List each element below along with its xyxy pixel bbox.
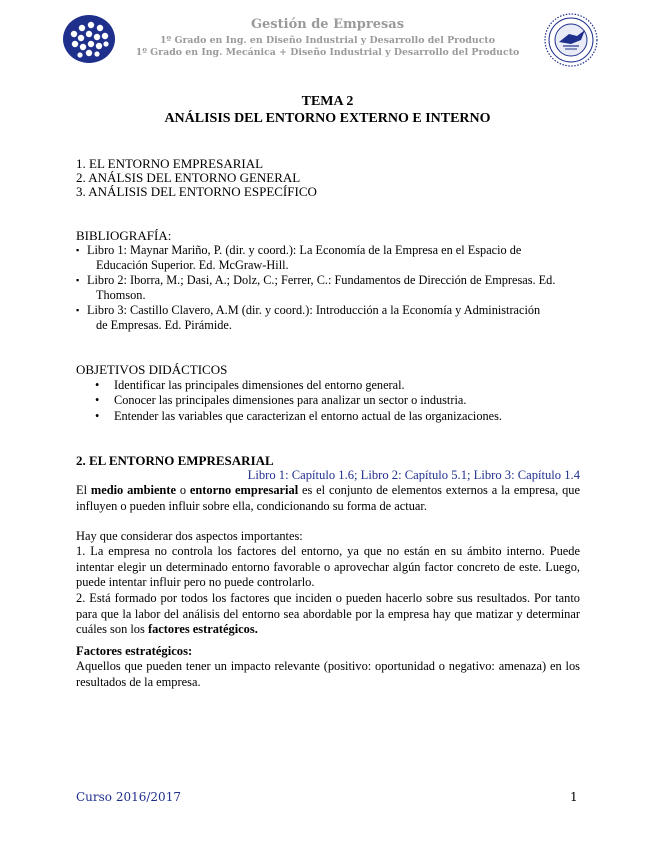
header-degree-line-2: 1º Grado en Ing. Mecánica + Diseño Industrial y Desarrollo del Producto <box>135 47 520 58</box>
university-logo-left <box>62 14 116 64</box>
bullet-icon: • <box>95 378 100 392</box>
toc-item-1: 1. EL ENTORNO EMPRESARIAL <box>76 156 264 171</box>
objectives-heading: OBJETIVOS DIDÁCTICOS <box>76 362 228 377</box>
bibliography-item-2: ▪ Libro 2: Iborra, M.; Dasi, A.; Dolz, C.; Ferrer, C.: Fundamentos de Dirección de Empresas. Ed. <box>76 273 556 287</box>
strategic-factors-heading: Factores estratégicos: <box>76 644 193 658</box>
footer-course-year: Curso 2016/2017 <box>76 790 181 804</box>
bibliography-item-1-cont: Educación Superior. Ed. McGraw-Hill. <box>96 258 289 272</box>
toc-item-3: 3. ANÁLISIS DEL ENTORNO ESPECÍFICO <box>76 184 317 199</box>
paragraph-aspect-1: 1. La empresa no controla los factores del entorno, ya que no están en su ámbito interno. Puede intentar elegir un determinado entorno favorable o aprovechar algún factor concreto de este. Luego, puede intentar influir pero no puede controlarlo. <box>76 544 580 589</box>
book-reference: Libro 1: Capítulo 1.6; Libro 2: Capítulo 5.1; Libro 3: Capítulo 1.4 <box>247 468 580 482</box>
bibliography-item-3-cont: de Empresas. Ed. Pirámide. <box>96 318 232 332</box>
school-seal-right <box>543 12 599 68</box>
objective-item-3: • Entender las variables que caracterizan el entorno actual de las organizaciones. <box>95 409 502 423</box>
bullet-icon: • <box>95 409 100 423</box>
paragraph-definition: El medio ambiente o entorno empresarial es el conjunto de elementos externos a la empresa, que influyen o pueden influir sobre ella, condicionando su forma de actuar. <box>76 483 581 513</box>
paragraph-aspect-2: 2. Está formado por todos los factores que inciden o pueden hacerlo sobre sus resultados. Por tanto para que la labor del análisis del entorno sea abordable por la empresa hay que matizar y determinar cuáles son los factores estratégicos. <box>76 591 580 636</box>
bullet-icon: • <box>95 393 100 407</box>
topic-number: TEMA 2 <box>301 94 354 109</box>
section-heading: 2. EL ENTORNO EMPRESARIAL <box>76 453 274 468</box>
strategic-factors-definition: Aquellos que pueden tener un impacto relevante (positivo: oportunidad o negativo: amenaza) en los resultados de la empresa. <box>76 659 580 689</box>
paragraph-aspects-intro: Hay que considerar dos aspectos importantes: <box>76 529 303 543</box>
bibliography-item-2-cont: Thomson. <box>96 288 146 302</box>
page-number: 1 <box>570 790 578 804</box>
bibliography-item-3: ▪ Libro 3: Castillo Clavero, A.M (dir. y coord.): Introducción a la Economía y Administración <box>76 303 541 317</box>
bibliography-heading: BIBLIOGRAFÍA: <box>76 228 172 243</box>
objective-item-1: • Identificar las principales dimensiones del entorno general. <box>95 378 405 392</box>
topic-title: ANÁLISIS DEL ENTORNO EXTERNO E INTERNO <box>164 111 491 126</box>
objective-item-2: • Conocer las principales dimensiones para analizar un sector o industria. <box>95 393 467 407</box>
square-bullet-icon: ▪ <box>76 275 80 285</box>
square-bullet-icon: ▪ <box>76 305 80 315</box>
header-course-title: Gestión de Empresas <box>250 17 405 32</box>
bibliography-item-1: ▪ Libro 1: Maynar Mariño, P. (dir. y coord.): La Economía de la Empresa en el Espacio de <box>76 243 522 257</box>
toc-item-2: 2. ANÁLSIS DEL ENTORNO GENERAL <box>76 170 301 185</box>
square-bullet-icon: ▪ <box>76 245 80 255</box>
header-degree-line-1: 1º Grado en Ing. en Diseño Industrial y Desarrollo del Producto <box>160 35 495 46</box>
